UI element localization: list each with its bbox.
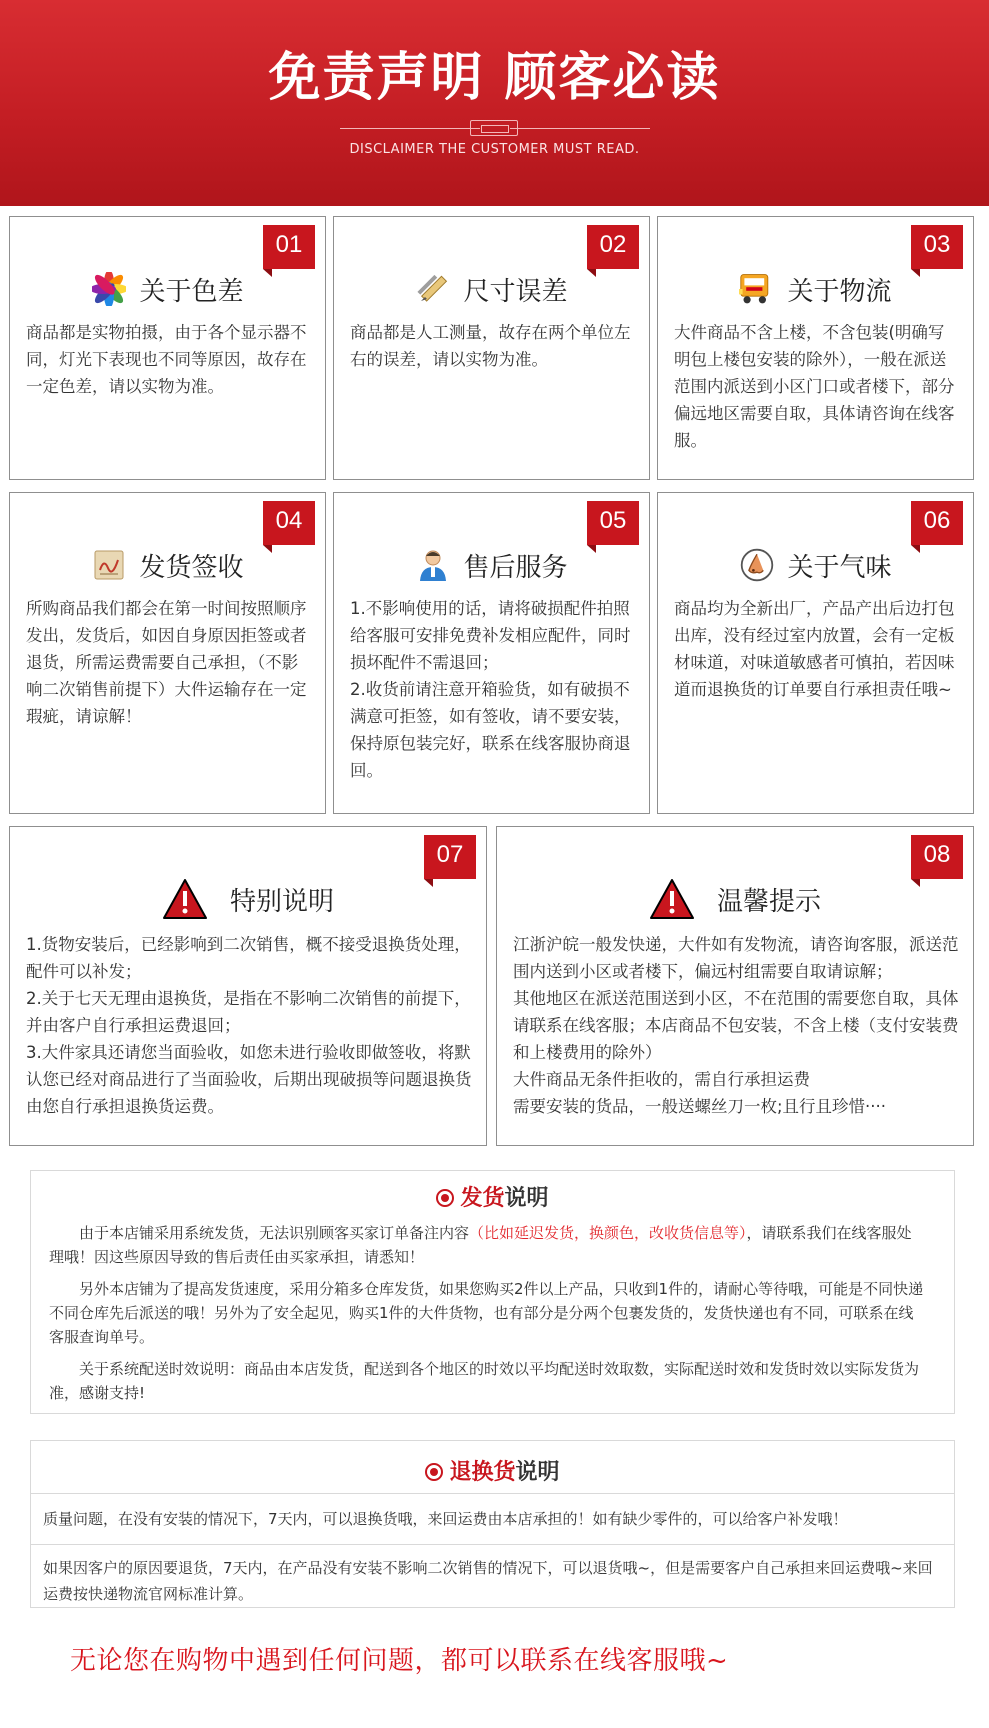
card-size-error — [333, 216, 650, 480]
card-title: 尺寸误差 — [463, 276, 568, 307]
footer-contact-note: 无论您在购物中遇到任何问题，都可以联系在线客服哦~ — [70, 1646, 729, 1676]
card-line: 大件商品无条件拒收的，需自行承担运费 — [513, 1070, 810, 1089]
card-text — [674, 319, 959, 454]
warning-icon — [649, 876, 695, 922]
banner-divider-right — [510, 128, 650, 129]
card-line: 商品都是实物拍摄，由于各个显示器不同，灯光下表现也不同等原因，故存在一定色差，请以实物为准。 — [26, 323, 307, 396]
card-text — [674, 595, 959, 703]
card-number-badge: 04 — [263, 501, 315, 545]
paragraph-text: 由于本店铺采用系统发货，无法识别顾客买家订单备注内容 — [79, 1224, 470, 1242]
card-title: 关于色差 — [139, 276, 244, 307]
highlighted-text: （比如延迟发货，换颜色，改收货信息等） — [469, 1224, 747, 1242]
card-line: 商品均为全新出厂，产品产出后边打包出库，没有经过室内放置，会有一定板材味道，对味道敏感者可慎拍，若因味道而退换货的订单要自行承担责任哦~ — [674, 599, 955, 699]
card-text — [350, 595, 635, 784]
card-number-badge: 02 — [587, 225, 639, 269]
shipping-notice — [30, 1170, 955, 1414]
customer-service-icon — [415, 547, 451, 583]
card-after-sales — [333, 492, 650, 814]
card-delivery-sign — [9, 492, 326, 814]
card-number-badge: 01 — [263, 225, 315, 269]
title-highlight: 退换货 — [449, 1460, 516, 1485]
card-friendly-tips — [496, 826, 974, 1146]
banner-subtitle: DISCLAIMER THE CUSTOMER MUST READ. — [349, 142, 640, 157]
card-number-badge: 08 — [911, 835, 963, 879]
banner-title: 免责声明 顾客必读 — [268, 48, 721, 108]
card-text — [513, 931, 959, 1120]
returns-notice — [30, 1440, 955, 1608]
card-title: 发货签收 — [139, 552, 244, 583]
shipping-notice-body — [31, 1215, 954, 1405]
card-logistics — [657, 216, 974, 480]
paragraph-text: ，请联系我们在线客服处理哦！因这些原因导致的售后责任由买家承担，请悉知！ — [49, 1224, 912, 1266]
card-text — [26, 595, 311, 730]
ruler-pencil-icon — [415, 271, 451, 307]
card-title: 特别说明 — [229, 886, 334, 917]
shipping-paragraph: 另外本店铺为了提高发货速度，采用分箱多仓库发货，如果您购买2件以上产品，只收到1件的，请耐心等待哦，可能是不同快递不同仓库先后派送的哦！另外为了安全起见，购买1件的大件货物，也有部分是分两个包裹发货的，发货快递也有不同，可联系在线客服查询单号。 — [49, 1280, 924, 1346]
card-line: 2.收货前请注意开箱验货，如有破损不满意可拒签，如有签收，请不要安装，保持原包装完好，联系在线客服协商退回。 — [350, 680, 631, 780]
card-line: 需要安装的货品，一般送螺丝刀一枚;且行且珍惜···· — [513, 1097, 887, 1116]
card-odor — [657, 492, 974, 814]
card-title: 关于物流 — [787, 276, 892, 307]
card-color-difference — [9, 216, 326, 480]
card-number-badge: 07 — [424, 835, 476, 879]
card-line: 江浙沪皖一般发快递，大件如有发物流，请咨询客服，派送范围内送到小区或者楼下，偏远村组需要自取请谅解； — [513, 935, 959, 981]
card-number-badge: 06 — [911, 501, 963, 545]
card-text — [350, 319, 635, 373]
banner-divider-left — [340, 128, 480, 129]
shipping-paragraph: 关于系统配送时效说明：商品由本店发货，配送到各个地区的时效以平均配送时效取数，实际配送时效和发货时效以实际发货为准，感谢支持! — [49, 1360, 920, 1402]
target-bullet-icon — [425, 1463, 443, 1481]
returns-notice-title — [31, 1441, 954, 1493]
card-number-badge: 05 — [587, 501, 639, 545]
card-line: 大件商品不含上楼，不含包装(明确写明包上楼包安装的除外），一般在派送范围内派送到小区门口或者楼下，部分偏远地区需要自取，具体请咨询在线客服。 — [674, 323, 955, 450]
title-rest: 说明 — [504, 1186, 549, 1211]
header-banner — [0, 0, 989, 206]
nose-icon — [739, 547, 775, 583]
card-line: 其他地区在派送范围送到小区，不在范围的需要您自取，具体请联系在线客服；本店商品不包安装，不含上楼（支付安装费和上楼费用的除外） — [513, 989, 959, 1062]
signed-document-icon — [91, 547, 127, 583]
card-text — [26, 319, 311, 400]
card-text — [26, 931, 472, 1120]
shipping-notice-title — [31, 1171, 954, 1215]
target-bullet-icon — [436, 1189, 454, 1207]
card-number-badge: 03 — [911, 225, 963, 269]
card-line: 商品都是人工测量，故存在两个单位左右的误差，请以实物为准。 — [350, 323, 631, 369]
delivery-truck-icon — [739, 271, 775, 307]
card-line: 3.大件家具还请您当面验收，如您未进行验收即做签收，将默认您已经对商品进行了当面验收，后期出现破损等问题退换货由您自行承担退换货运费。 — [26, 1043, 472, 1116]
returns-row-customer: 如果因客户的原因要退货，7天内，在产品没有安装不影响二次销售的情况下，可以退货哦~，但是需要客户自己承担来回运费哦~来回运费按快递物流官网标准计算。 — [31, 1544, 954, 1615]
title-rest: 说明 — [515, 1460, 560, 1485]
color-wheel-icon — [91, 271, 127, 307]
card-line: 所购商品我们都会在第一时间按照顺序发出，发货后，如因自身原因拒签或者退货，所需运费需要自己承担，（不影响二次销售前提下）大件运输存在一定瑕疵，请谅解！ — [26, 599, 307, 726]
card-line: 2.关于七天无理由退换货，是指在不影响二次销售的前提下，并由客户自行承担运费退回； — [26, 989, 471, 1035]
card-title: 售后服务 — [463, 552, 568, 583]
shipping-paragraph — [49, 1221, 924, 1269]
card-title: 温馨提示 — [716, 886, 821, 917]
card-title: 关于气味 — [787, 552, 892, 583]
title-highlight: 发货 — [460, 1186, 505, 1211]
card-line: 1.货物安装后，已经影响到二次销售，概不接受退换货处理，配件可以补发； — [26, 935, 471, 981]
card-special-notes — [9, 826, 487, 1146]
warning-icon — [162, 876, 208, 922]
returns-row-quality: 质量问题，在没有安装的情况下，7天内，可以退换货哦，来回运费由本店承担的！如有缺少零件的，可以给客户补发哦！ — [31, 1493, 954, 1544]
card-line: 1.不影响使用的话，请将破损配件拍照给客服可安排免费补发相应配件，同时损坏配件不需退回； — [350, 599, 631, 672]
